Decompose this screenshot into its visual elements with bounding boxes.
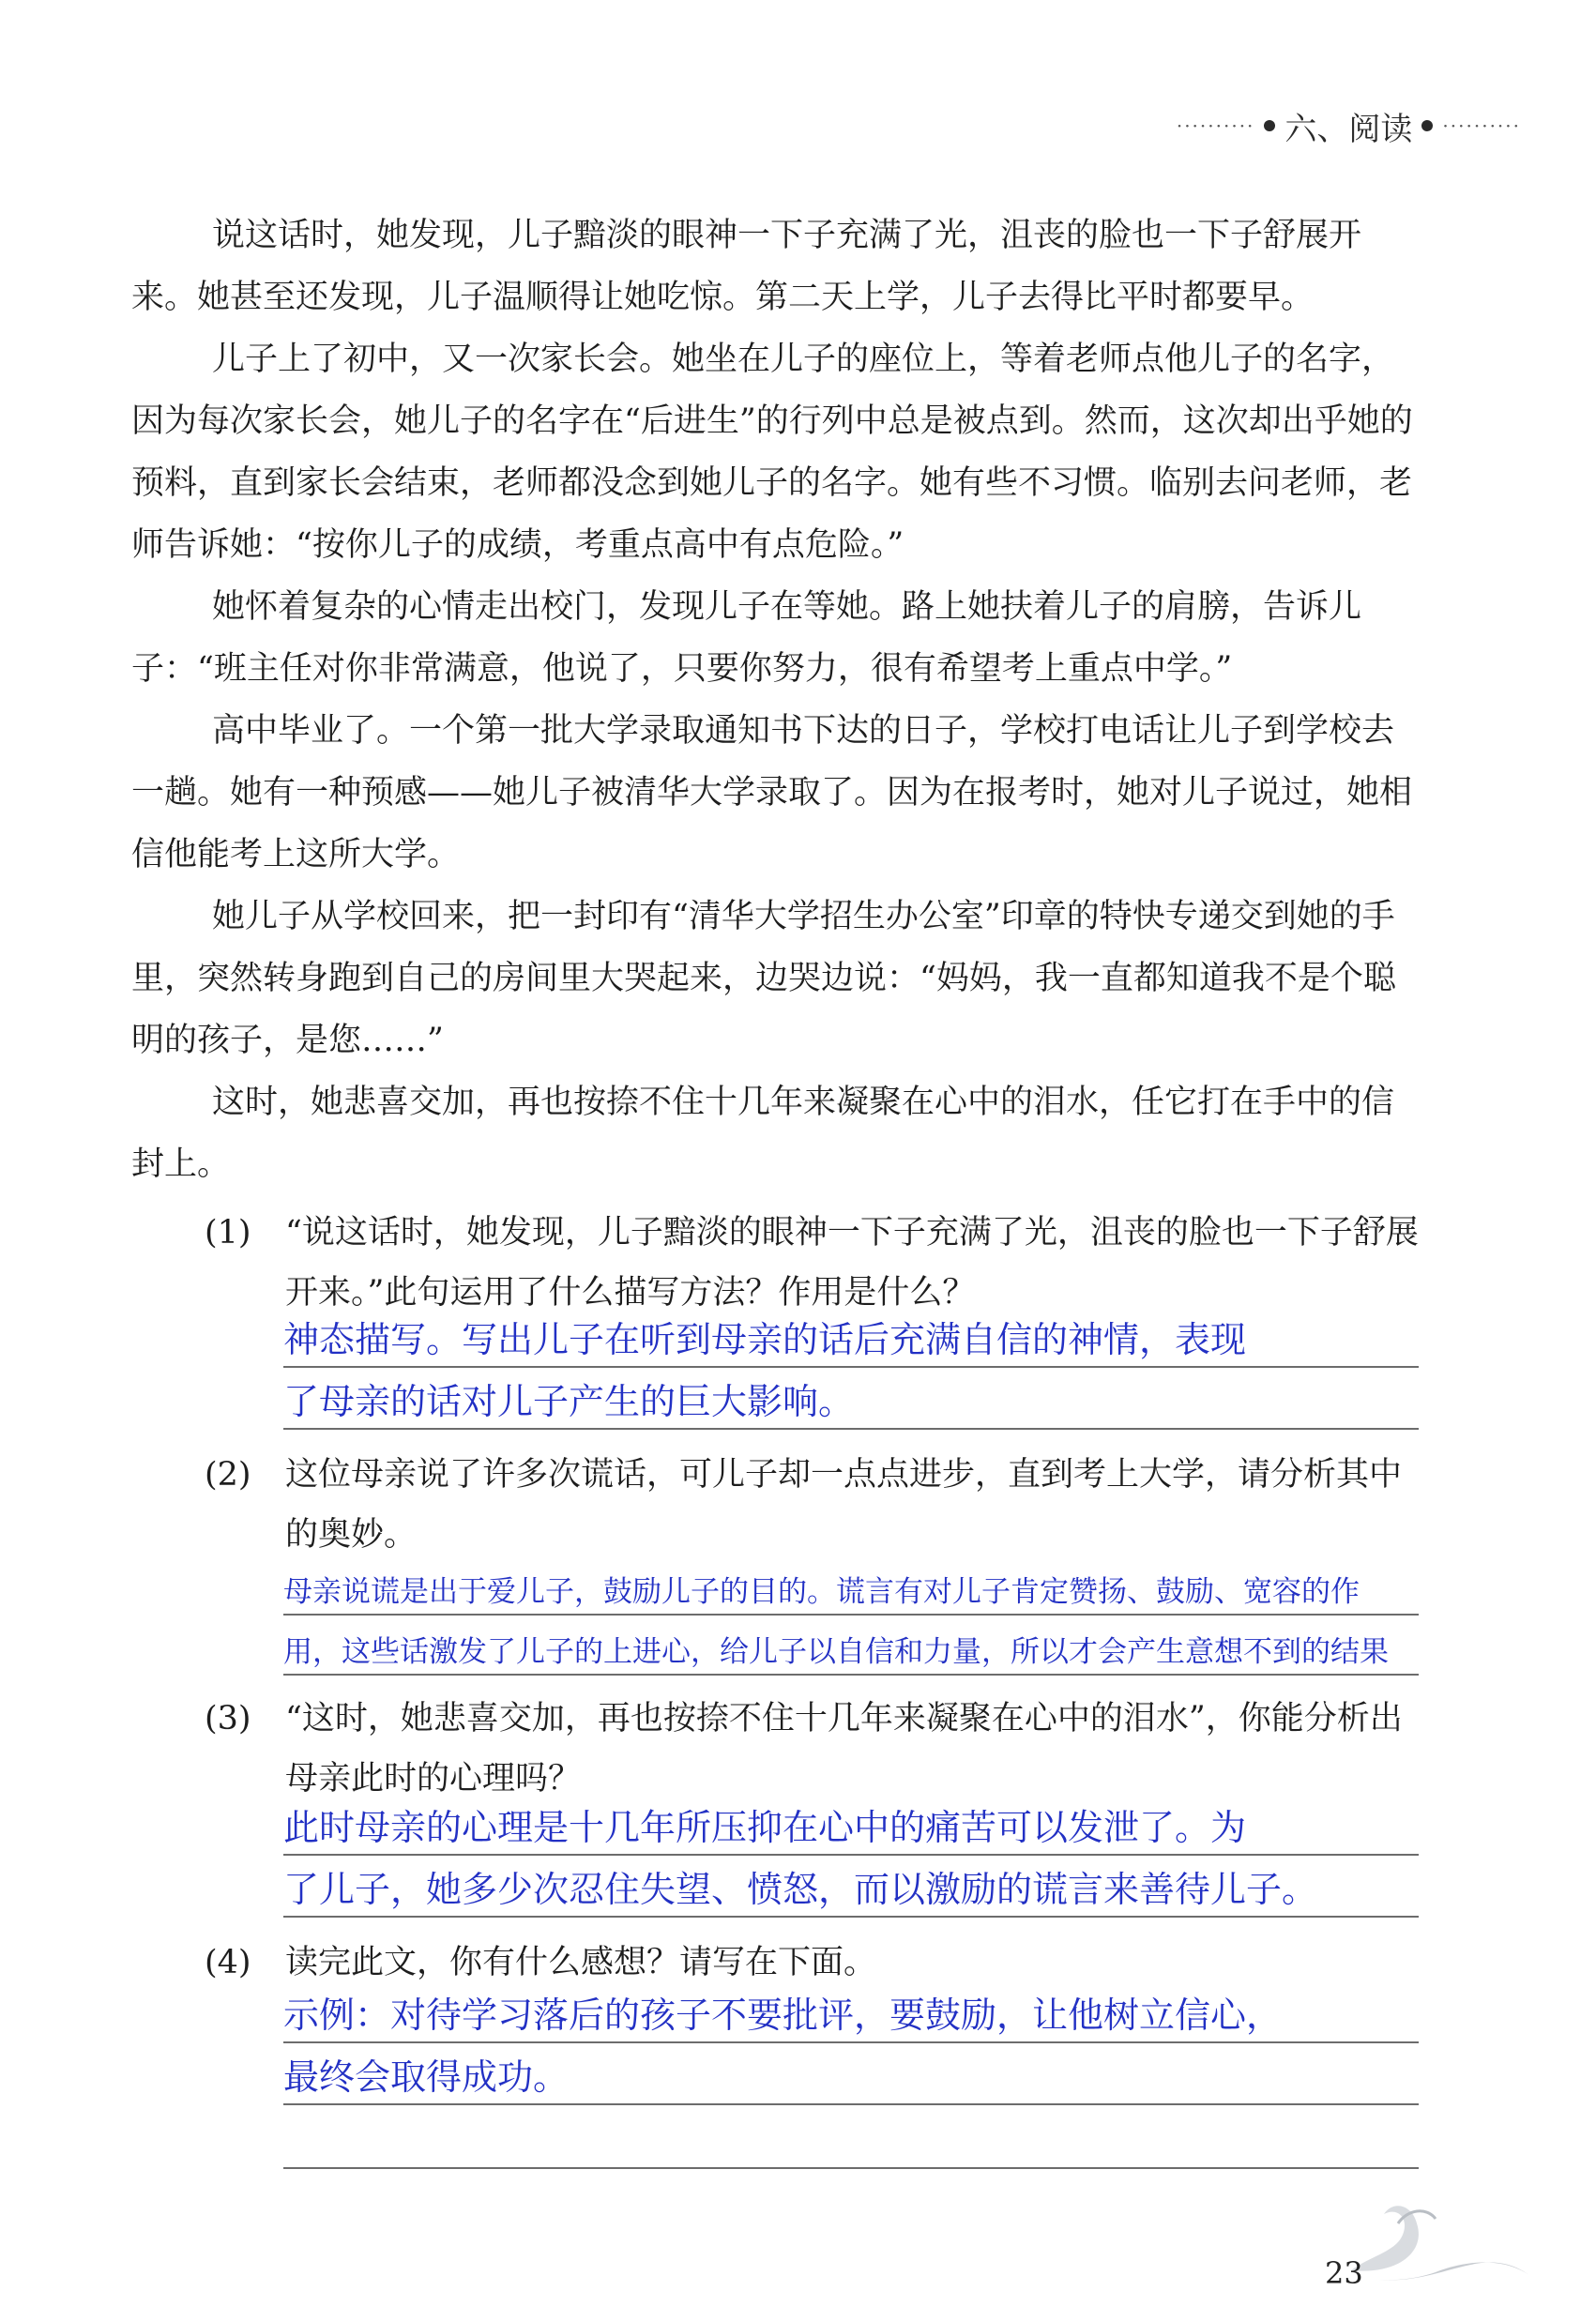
answer-3 (283, 1794, 1419, 1918)
question-text: “说这话时，她发现，儿子黯淡的眼神一下子充满了光，沮丧的脸也一下子舒展开来。”此句运用了什么描写方法？作用是什么？ (285, 1214, 1419, 1312)
passage-paragraph: 她怀着复杂的心情走出校门，发现儿子在等她。路上她扶着儿子的肩膀，告诉儿子：“班主任对你非常满意，他说了，只要你努力，很有希望考上重点中学。” (131, 588, 1362, 688)
question-number: (2) (205, 1456, 251, 1494)
passage-paragraph: 说这话时，她发现，儿子黯淡的眼神一下子充满了光，沮丧的脸也一下子舒展开来。她甚至还发现，儿子温顺得让她吃惊。第二天上学，儿子去得比平时都要早。 (131, 217, 1362, 316)
header-dots-left: ·········· (1176, 114, 1255, 137)
answer-text: 最终会取得成功。 (283, 2056, 570, 2098)
answer-text: 母亲说谎是出于爱儿子，鼓励儿子的目的。谎言有对儿子肯定赞扬、鼓励、宽容的作 (283, 1575, 1360, 1609)
header-dots-right: ·········· (1442, 114, 1521, 137)
answer-line (283, 1616, 1419, 1676)
section-header (1177, 105, 1521, 146)
reading-passage (131, 205, 1426, 1195)
header-bullet-icon (1421, 120, 1433, 131)
answer-line (283, 1555, 1419, 1616)
answer-4 (283, 1981, 1419, 2105)
answer-text: 用，这些话激发了儿子的上进心，给儿子以自信和力量，所以才会产生意想不到的结果 (283, 1635, 1389, 1669)
question-3 (205, 1689, 1424, 1809)
answer-text: 了儿子，她多少次忍住失望、愤怒，而以激励的谎言来善待儿子。 (283, 1869, 1318, 1910)
blank-answer-line (283, 1428, 1419, 1430)
answer-line (283, 1794, 1419, 1856)
answer-1 (283, 1306, 1419, 1430)
answer-line (283, 1856, 1419, 1918)
wave-ornament-icon (1342, 2186, 1558, 2289)
question-text: 这位母亲说了许多次谎话，可儿子却一点点进步，直到考上大学，请分析其中的奥妙。 (285, 1456, 1403, 1554)
answer-2 (283, 1555, 1419, 1676)
passage-paragraph: 儿子上了初中，又一次家长会。她坐在儿子的座位上，等着老师点他儿子的名字，因为每次家长会，她儿子的名字在“后进生”的行列中总是被点到。然而，这次却出乎她的预料，直到家长会结束，老师都没念到她儿子的名字。她有些不习惯。临别去问老师，老师告诉她：“按你儿子的成绩，考重点高中有点危险。” (131, 341, 1413, 564)
question-2 (205, 1445, 1424, 1565)
passage-paragraph: 高中毕业了。一个第一批大学录取通知书下达的日子，学校打电话让儿子到学校去一趟。她有一种预感——她儿子被清华大学录取了。因为在报考时，她对儿子说过，她相信他能考上这所大学。 (131, 712, 1413, 873)
answer-line (283, 2043, 1419, 2105)
question-number: (1) (205, 1214, 251, 1252)
question-1 (205, 1203, 1424, 1323)
page-number: 23 (1325, 2255, 1363, 2291)
question-text: “这时，她悲喜交加，再也按捺不住十几年来凝聚在心中的泪水”，你能分析出母亲此时的心理吗？ (285, 1700, 1403, 1798)
answer-text: 示例：对待学习落后的孩子不要批评，要鼓励，让他树立信心， (283, 1995, 1283, 2036)
answer-line (283, 1368, 1419, 1430)
passage-paragraph: 这时，她悲喜交加，再也按捺不住十几年来凝聚在心中的泪水，任它打在手中的信封上。 (131, 1084, 1395, 1183)
answer-line (283, 1306, 1419, 1368)
question-number: (3) (205, 1700, 251, 1737)
answer-text: 了母亲的话对儿子产生的巨大影响。 (283, 1381, 855, 1422)
passage-paragraph: 她儿子从学校回来，把一封印有“清华大学招生办公室”印章的特快专递交到她的手里，突然转身跑到自己的房间里大哭起来，边哭边说：“妈妈，我一直都知道我不是个聪明的孩子，是您……” (131, 898, 1396, 1059)
question-number: (4) (205, 1944, 251, 1981)
answer-line (283, 1981, 1419, 2043)
answer-text: 此时母亲的心理是十几年所压抑在心中的痛苦可以发泄了。为 (283, 1807, 1247, 1848)
blank-answer-line (283, 2167, 1419, 2169)
answer-text: 神态描写。写出儿子在听到母亲的话后充满自信的神情，表现 (283, 1319, 1247, 1360)
header-bullet-icon (1264, 120, 1275, 131)
question-text: 读完此文，你有什么感想？请写在下面。 (285, 1944, 877, 1981)
section-title: 六、阅读 (1284, 110, 1413, 148)
